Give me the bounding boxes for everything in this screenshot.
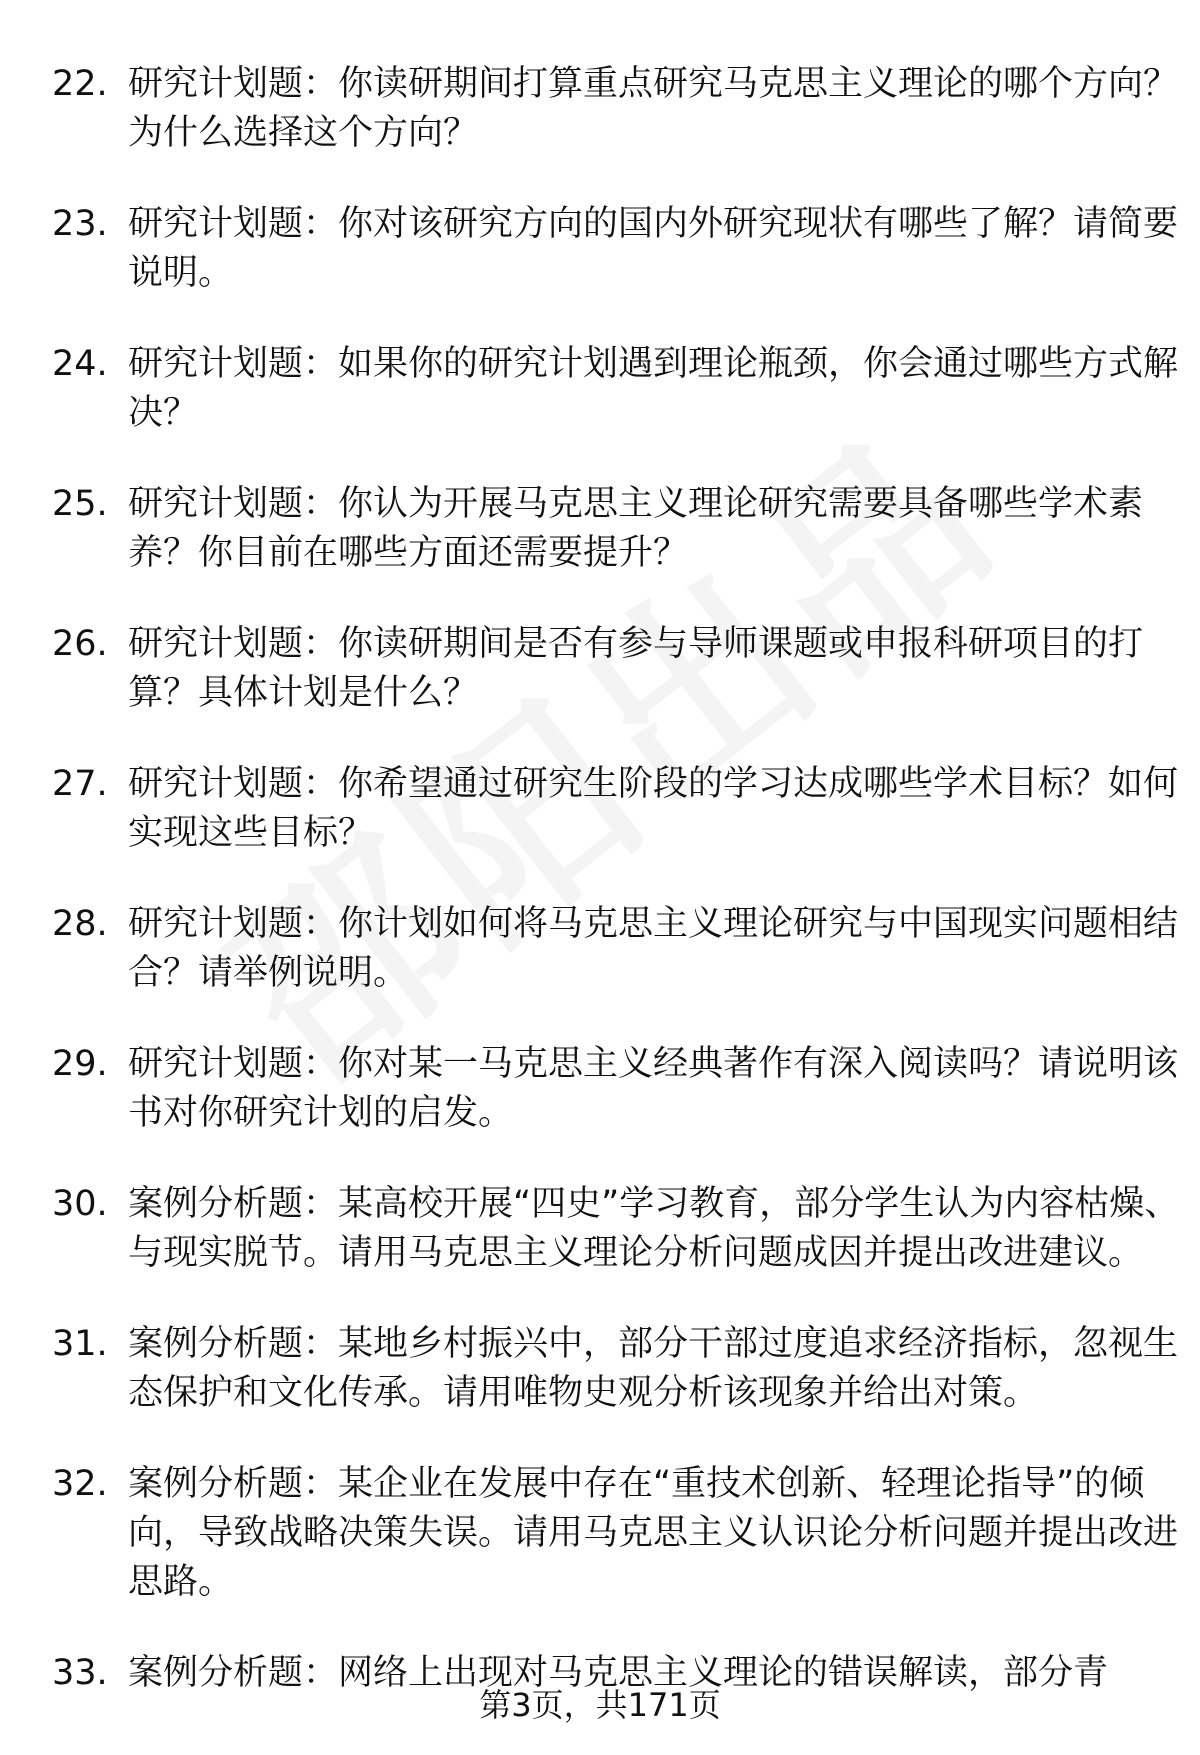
item-number: 26. (52, 624, 108, 664)
item-text: 研究计划题：你读研期间是否有参与导师课题或申报科研项目的打算？具体计划是什么？ (128, 624, 1144, 713)
list-item (52, 340, 1179, 438)
item-number: 24. (52, 344, 108, 384)
list-item (52, 200, 1179, 298)
item-text: 研究计划题：你希望通过研究生阶段的学习达成哪些学术目标？如何实现这些目标？ (128, 764, 1179, 853)
item-text: 研究计划题：如果你的研究计划遇到理论瓶颈，你会通过哪些方式解决？ (128, 344, 1179, 433)
list-item (52, 900, 1179, 998)
item-number: 22. (52, 64, 108, 104)
list-item (52, 620, 1144, 718)
list-item (52, 1460, 1179, 1607)
item-text: 研究计划题：你对某一马克思主义经典著作有深入阅读吗？请说明该书对你研究计划的启发。 (128, 1044, 1179, 1133)
item-number: 25. (52, 484, 108, 524)
list-item (52, 60, 1179, 158)
item-text: 研究计划题：你对该研究方向的国内外研究现状有哪些了解？请简要说明。 (128, 204, 1179, 293)
item-text: 研究计划题：你认为开展马克思主义理论研究需要具备哪些学术素养？你目前在哪些方面还需要提升？ (128, 484, 1144, 573)
item-number: 30. (52, 1184, 108, 1224)
item-number: 32. (52, 1464, 108, 1504)
item-number: 29. (52, 1044, 108, 1084)
item-text: 案例分析题：某地乡村振兴中，部分干部过度追求经济指标，忽视生态保护和文化传承。请用唯物史观分析该现象并给出对策。 (128, 1324, 1179, 1413)
item-text: 研究计划题：你读研期间打算重点研究马克思主义理论的哪个方向？为什么选择这个方向？ (128, 64, 1179, 153)
page-number-footer: 第3页，共171页 (479, 1686, 721, 1724)
item-text: 研究计划题：你计划如何将马克思主义理论研究与中国现实问题相结合？请举例说明。 (128, 904, 1179, 993)
item-number: 27. (52, 764, 108, 804)
item-number: 28. (52, 904, 108, 944)
item-text: 案例分析题：某高校开展“四史”学习教育，部分学生认为内容枯燥、与现实脱节。请用马克思主义理论分析问题成因并提出改进建议。 (128, 1184, 1180, 1273)
item-number: 23. (52, 204, 108, 244)
list-item (52, 480, 1144, 578)
item-number: 31. (52, 1324, 108, 1364)
list-item (52, 1040, 1179, 1138)
list-item (52, 1320, 1179, 1418)
list-item (52, 760, 1179, 858)
item-number: 33. (52, 1653, 108, 1693)
item-text: 案例分析题：某企业在发展中存在“重技术创新、轻理论指导”的倾向，导致战略决策失误。请用马克思主义认识论分析问题并提出改进思路。 (128, 1464, 1179, 1602)
question-list (52, 60, 1180, 1740)
list-item (52, 1180, 1180, 1278)
item-text: 案例分析题：网络上出现对马克思主义理论的错误解读，部分青 (128, 1653, 1109, 1693)
